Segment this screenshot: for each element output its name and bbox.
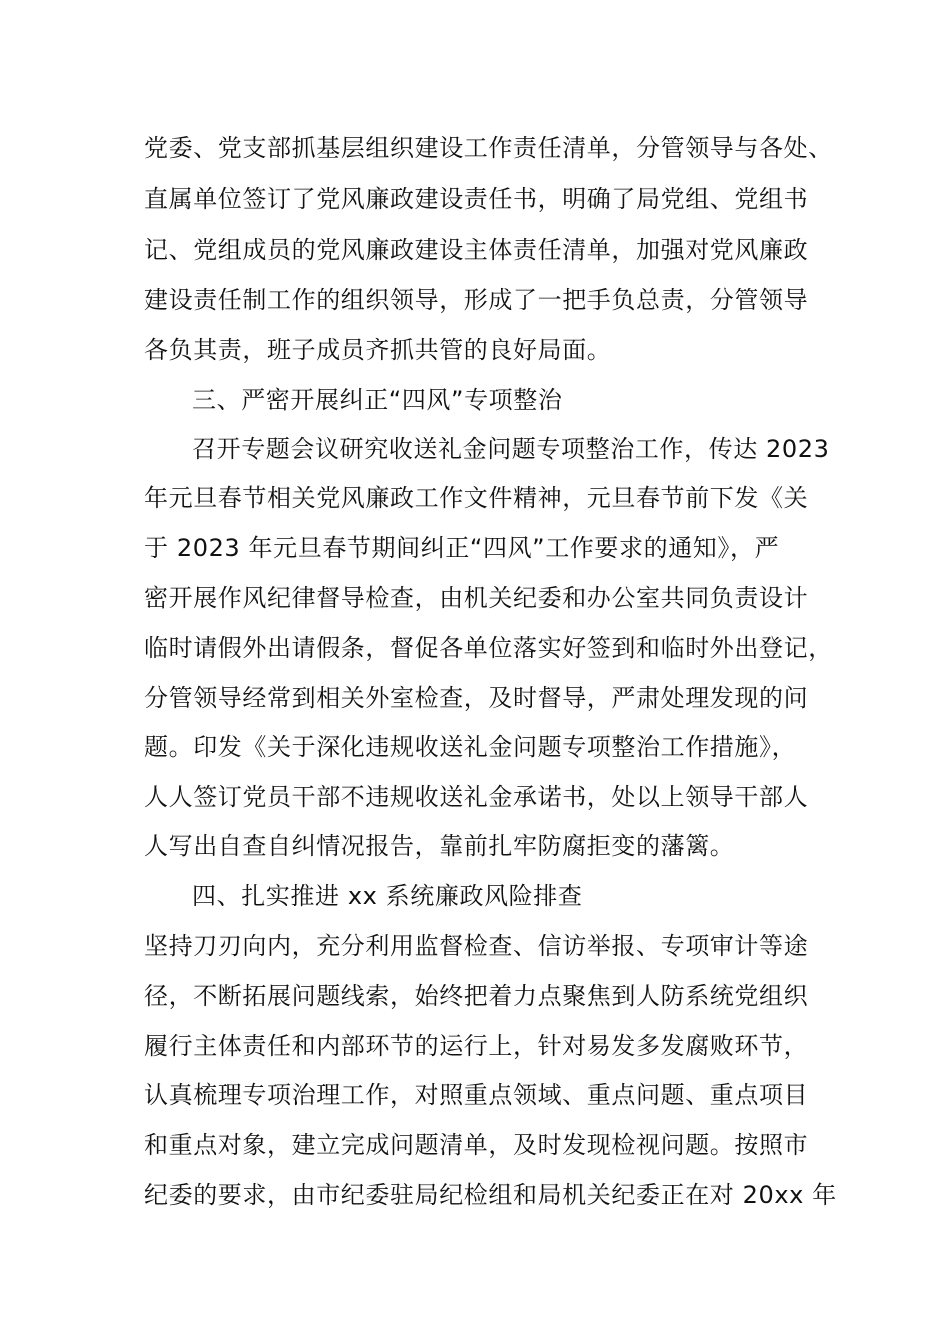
paragraph-line: 径，不断拓展问题线索，始终把着力点聚焦到人防系统党组织: [144, 982, 809, 1010]
paragraph-line: 年元旦春节相关党风廉政工作文件精神，元旦春节前下发《关: [144, 484, 809, 512]
paragraph-line: 分管领导经常到相关外室检查，及时督导，严肃处理发现的问: [144, 684, 809, 712]
paragraph-line: 题。印发《关于深化违规收送礼金问题专项整治工作措施》，: [144, 733, 797, 761]
paragraph-line: 认真梳理专项治理工作，对照重点领域、重点问题、重点项目: [144, 1081, 809, 1109]
section-heading: 三、严密开展纠正“四风”专项整治: [192, 386, 563, 414]
paragraph-line: 密开展作风纪律督导检查，由机关纪委和办公室共同负责设计: [144, 584, 809, 612]
paragraph-line: 党委、党支部抓基层组织建设工作责任清单，分管领导与各处、: [144, 134, 833, 162]
paragraph-line: 于 2023 年元旦春节期间纠正“四风”工作要求的通知》，严: [144, 534, 780, 562]
paragraph-line: 纪委的要求，由市纪委驻局纪检组和局机关纪委正在对 20xx 年: [144, 1181, 837, 1209]
paragraph-line: 建设责任制工作的组织领导，形成了一把手负总责，分管领导: [144, 286, 809, 314]
paragraph-line: 坚持刀刃向内，充分利用监督检查、信访举报、专项审计等途: [144, 932, 809, 960]
paragraph-line: 记、党组成员的党风廉政建设主体责任清单，加强对党风廉政: [144, 236, 809, 264]
paragraph-line: 和重点对象，建立完成问题清单，及时发现检视问题。按照市: [144, 1131, 809, 1159]
paragraph-line: 召开专题会议研究收送礼金问题专项整治工作，传达 2023: [192, 435, 830, 463]
paragraph-line: 人人签订党员干部不违规收送礼金承诺书，处以上领导干部人: [144, 783, 809, 811]
paragraph-line: 临时请假外出请假条，督促各单位落实好签到和临时外出登记，: [144, 634, 833, 662]
paragraph-line: 直属单位签订了党风廉政建设责任书，明确了局党组、党组书: [144, 185, 809, 213]
paragraph-line: 各负其责，班子成员齐抓共管的良好局面。: [144, 336, 612, 364]
paragraph-line: 履行主体责任和内部环节的运行上，针对易发多发腐败环节，: [144, 1032, 809, 1060]
section-heading: 四、扎实推进 xx 系统廉政风险排查: [192, 882, 583, 910]
paragraph-line: 人写出自查自纠情况报告，靠前扎牢防腐拒变的藩篱。: [144, 832, 735, 860]
